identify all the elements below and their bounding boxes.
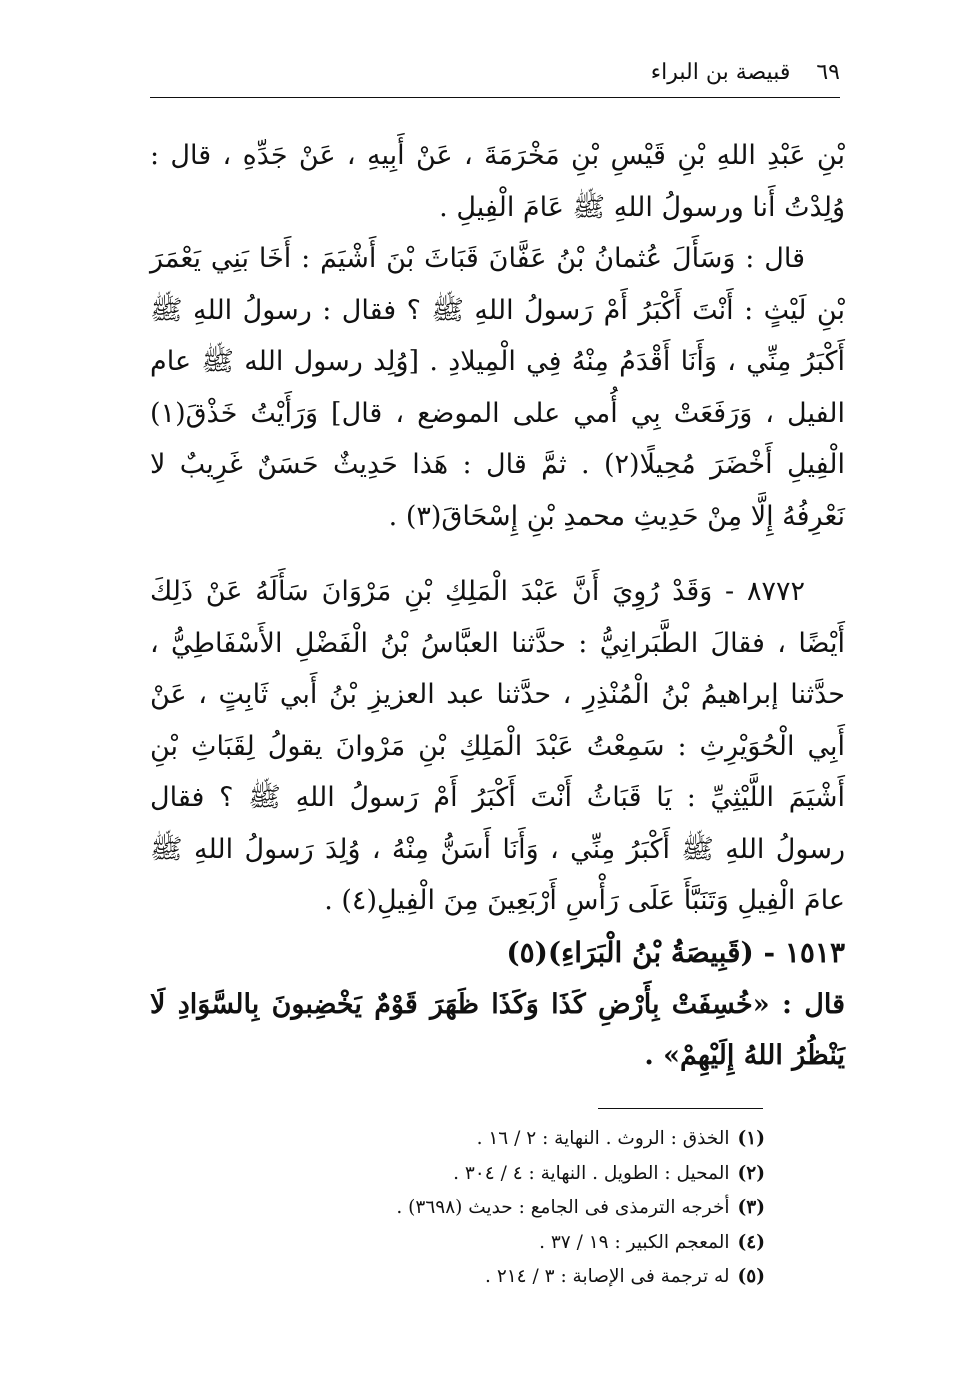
paragraph-3: ٨٧٧٢ - وَقَدْ رُوِيَ أَنَّ عَبْدَ الْمَلِكِ بْنِ مَرْوَانَ سَأَلَهُ عَنْ ذَلِكَ أَيْضًا ، فقالَ الطَّبَرانِيُّ : حدَّثنا العبَّاسُ بْنُ الْفَضْلِ الأَسْفَاطِيُّ ، حدَّثنا إبراهيمُ بْنُ الْمُنْذِرِ ، حدَّثنا عبد العزيزِ بْنُ أَبي ثَابِتٍ ، عَنْ أَبِي الْحُوَيْرِثِ : سَمِعْتُ عَبْدَ الْمَلِكِ بْنِ مَرْوانَ يقولُ لِقَبَاثِ بْنِ أَشْيَمَ اللَّيْثِيِّ : يَا قَبَاثُ أَنْتَ أَكْبَرُ أَمْ رَسولُ اللهِ ﷺ ؟ فقال رسولُ اللهِ ﷺ أَكْبَرُ مِنِّي ، وَأَنَا أَسَنُّ مِنْهُ ، وُلِدَ رَسولُ اللهِ ﷺ عامَ الْفِيلِ وَتَنَبَّأَ عَلَى رَأْسِ أَرْبَعِينَ مِنَ الْفِيلِ(٤) .: [150, 576, 845, 916]
footnote-item: [300, 1260, 765, 1295]
paragraph-1: بْنِ عَبْدِ اللهِ بْنِ قَيْسِ بْنِ مَخْرَمَةَ ، عَنْ أَبِيهِ ، عَنْ جَدِّهِ ، قال : وُلِدْتُ أَنا ورسولُ اللهِ ﷺ عَامَ الْفِيلِ .: [150, 140, 845, 223]
main-text: [150, 130, 845, 1082]
paragraph-gap: [150, 542, 845, 566]
footnote-number: (٣): [737, 1197, 765, 1218]
paragraph-4: قال : «خُسِفَتْ بِأَرْضِ كَذَا وَكَذَا ظَهَرَ قَوْمٌ يَخْضِبونَ بِالسَّوَادِ لَا يَنْظُرُ اللهُ إِلَيْهِمْ» .: [150, 988, 845, 1071]
paragraph-2: قال : وَسَأَلَ عُثمانُ بْنُ عَفَّانَ قَبَاثَ بْنَ أَشْيَمَ : أَخَا بَنِي يَعْمَرَ بْنِ لَيْثٍ : أَنْتَ أَكْبَرُ أَمْ رَسولُ اللهِ ﷺ ؟ فقال : رسولُ اللهِ ﷺ أَكْبَرُ مِنِّي ، وَأَنَا أَقْدَمُ مِنْهُ فِي الْمِيلادِ . [وُلِد رسول الله ﷺ عام الفيل ، وَرَفَعَتْ بِي أُمي على الموضع ، قال] وَرَأَيْتُ خَذْقَ(١) الْفِيلِ أَخْضَرَ مُحِيلًا(٢) . ثمَّ قال : هَذا حَدِيثٌ حَسَنٌ غَرِيبٌ لا نَعْرِفُهُ إِلَّا مِنْ حَدِيثِ محمدِ بْنِ إِسْحَاقَ(٣) .: [150, 243, 845, 532]
footnote-text: المعجم الكبير : ١٩ / ٣٧ .: [539, 1231, 730, 1253]
footnote-number: (٥): [737, 1266, 765, 1287]
footnote-number: (٤): [737, 1231, 765, 1253]
footnote-item: [300, 1226, 765, 1261]
header-divider: [150, 97, 840, 98]
footnote-divider: [598, 1108, 763, 1109]
running-title: قبيصة بن البراء: [650, 59, 791, 85]
running-header: [150, 52, 840, 92]
footnote-text: الخذق : الروث . النهاية : ٢ / ١٦ .: [476, 1128, 730, 1149]
footnotes: [300, 1122, 765, 1295]
footnote-number: (٢): [737, 1162, 765, 1184]
page-number: ٦٩: [816, 59, 840, 85]
footnote-number: (١): [737, 1128, 765, 1149]
footnote-item: [300, 1122, 765, 1157]
section-heading: ١٥١٣ - (قَبِيصَةُ بْنُ الْبَرَاءِ)(٥): [506, 935, 845, 969]
footnote-text: أخرجه الترمذى فى الجامع : حديث (٣٦٩٨) .: [396, 1197, 730, 1218]
footnote-item: [300, 1157, 765, 1192]
footnote-text: له ترجمة فى الإصابة : ٣ / ٢١٤ .: [485, 1266, 730, 1287]
footnote-text: المحيل : الطويل . النهاية : ٤ / ٣٠٤ .: [453, 1162, 730, 1184]
footnote-item: [300, 1191, 765, 1226]
